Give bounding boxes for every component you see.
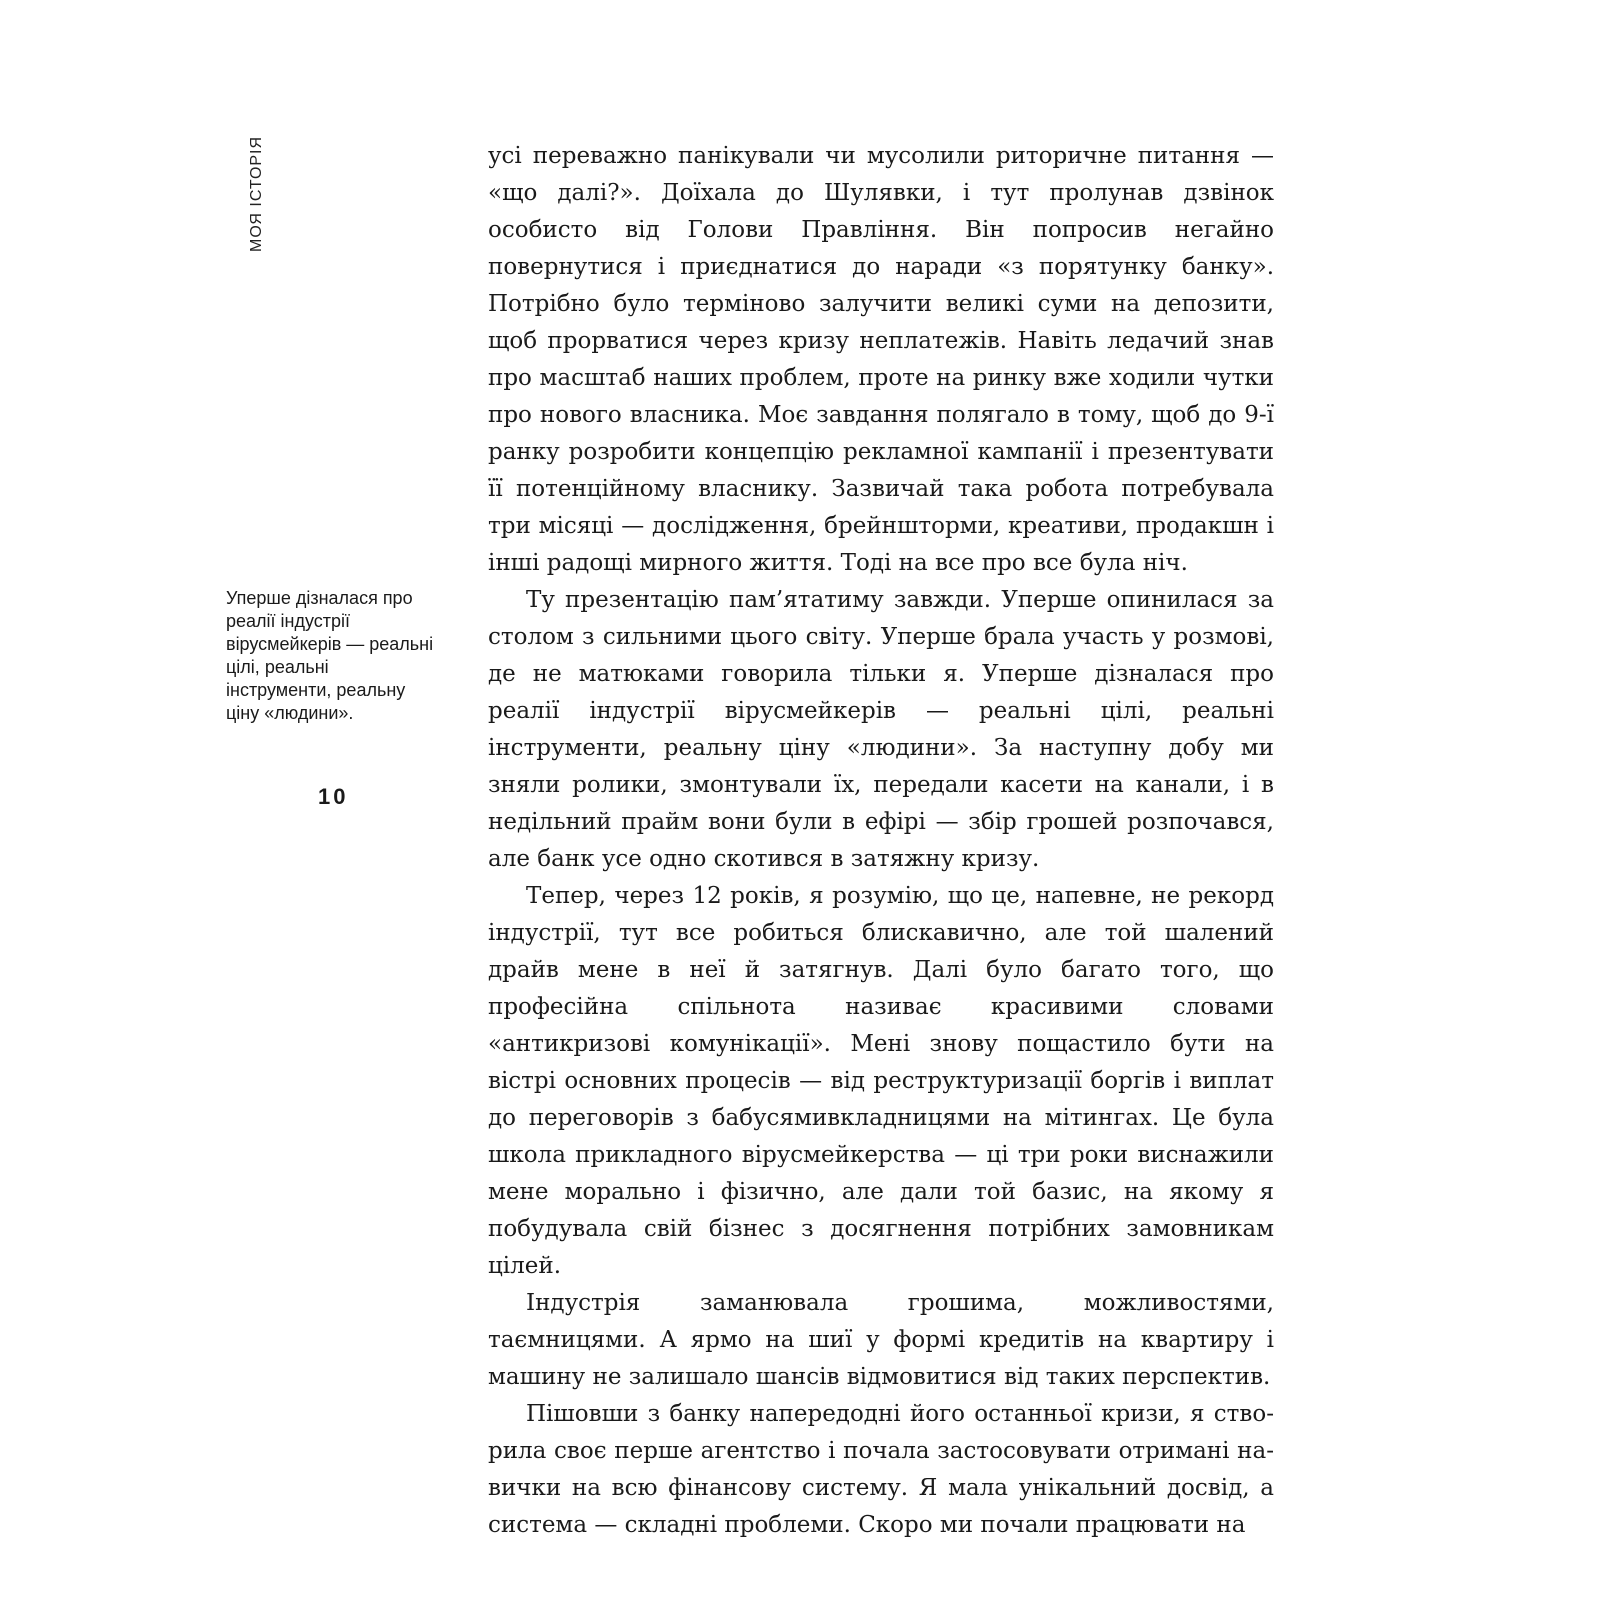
paragraph: Пішовши з банку напередодні його останньої кризи, я створила своє перше агентство і почала застосовувати отримані навички на всю фінансову систему. Я мала унікальний досвід, а система — складні проблеми. Скоро ми почали працювати на [488, 1401, 1274, 1538]
paragraph: Тепер, через 12 років, я розумію, що це, напевне, не рекорд індустрії, тут все робиться блискавично, але той шалений драйв мене в неї й затягнув. Далі було багато того, що професійна спільнота називає красивими словами «антикризові комунікації». Мені знову пощастило бути на вістрі основних процесів — від реструктуризації боргів і виплат до переговорів з бабусямивкладницями на мітингах. Це була школа прикладного вірусмейкерства — ці три роки виснажили мене морально і фізично, але дали той базис, на якому я побудувала свій бізнес з досягнення потрібних замовникам цілей. [488, 883, 1274, 1279]
page-number: 10 [318, 784, 349, 809]
margin-note: Уперше дізналася про реалії індустрії вірусмейкерів — реальні цілі, реальні інструменти, реальну ціну «людини». [226, 588, 434, 723]
body-text [488, 138, 1274, 1544]
running-head: МОЯ ІСТОРІЯ [248, 135, 265, 252]
paragraph: Індустрія заманювала грошима, можливостями, таємницями. А ярмо на шиї у формі кредитів на квартиру і машину не залишало шансів відмовитися від таких перспектив. [488, 1290, 1274, 1390]
paragraph: Ту презентацію пам’ятатиму завжди. Уперше опинилася за столом з сильними цього світу. Уперше брала участь у розмові, де не матюками говорила тільки я. Уперше дізналася про реалії індустрії вірусмейкерів — реальні цілі, реальні інструменти, реальну ціну «людини». За наступну добу ми зняли ролики, змонтували їх, передали касети на канали, і в недільний прайм вони були в ефірі — збір грошей розпочався, але банк усе одно скотився в затяжну кризу. [488, 587, 1274, 872]
paragraph: усі переважно панікували чи мусолили риторичне питання — «що далі?». Доїхала до Шулявки, і тут пролунав дзвінок особисто від Голови Правління. Він попросив негайно повернутися і приєднатися до наради «з порятунку банку». Потрібно було терміново залучити великі суми на депозити, щоб прорватися через кризу неплатежів. Навіть ледачий знав про масштаб наших проблем, проте на ринку вже ходили чутки про нового власника. Моє завдання полягало в тому, щоб до 9-ї ранку розробити концепцію рекламної кампанії і презентувати її потенційному власнику. Зазвичай така робота потребувала три місяці — дослідження, брейншторми, креативи, продакшн і інші радощі мирного життя. Тоді на все про все була ніч. [488, 143, 1274, 576]
